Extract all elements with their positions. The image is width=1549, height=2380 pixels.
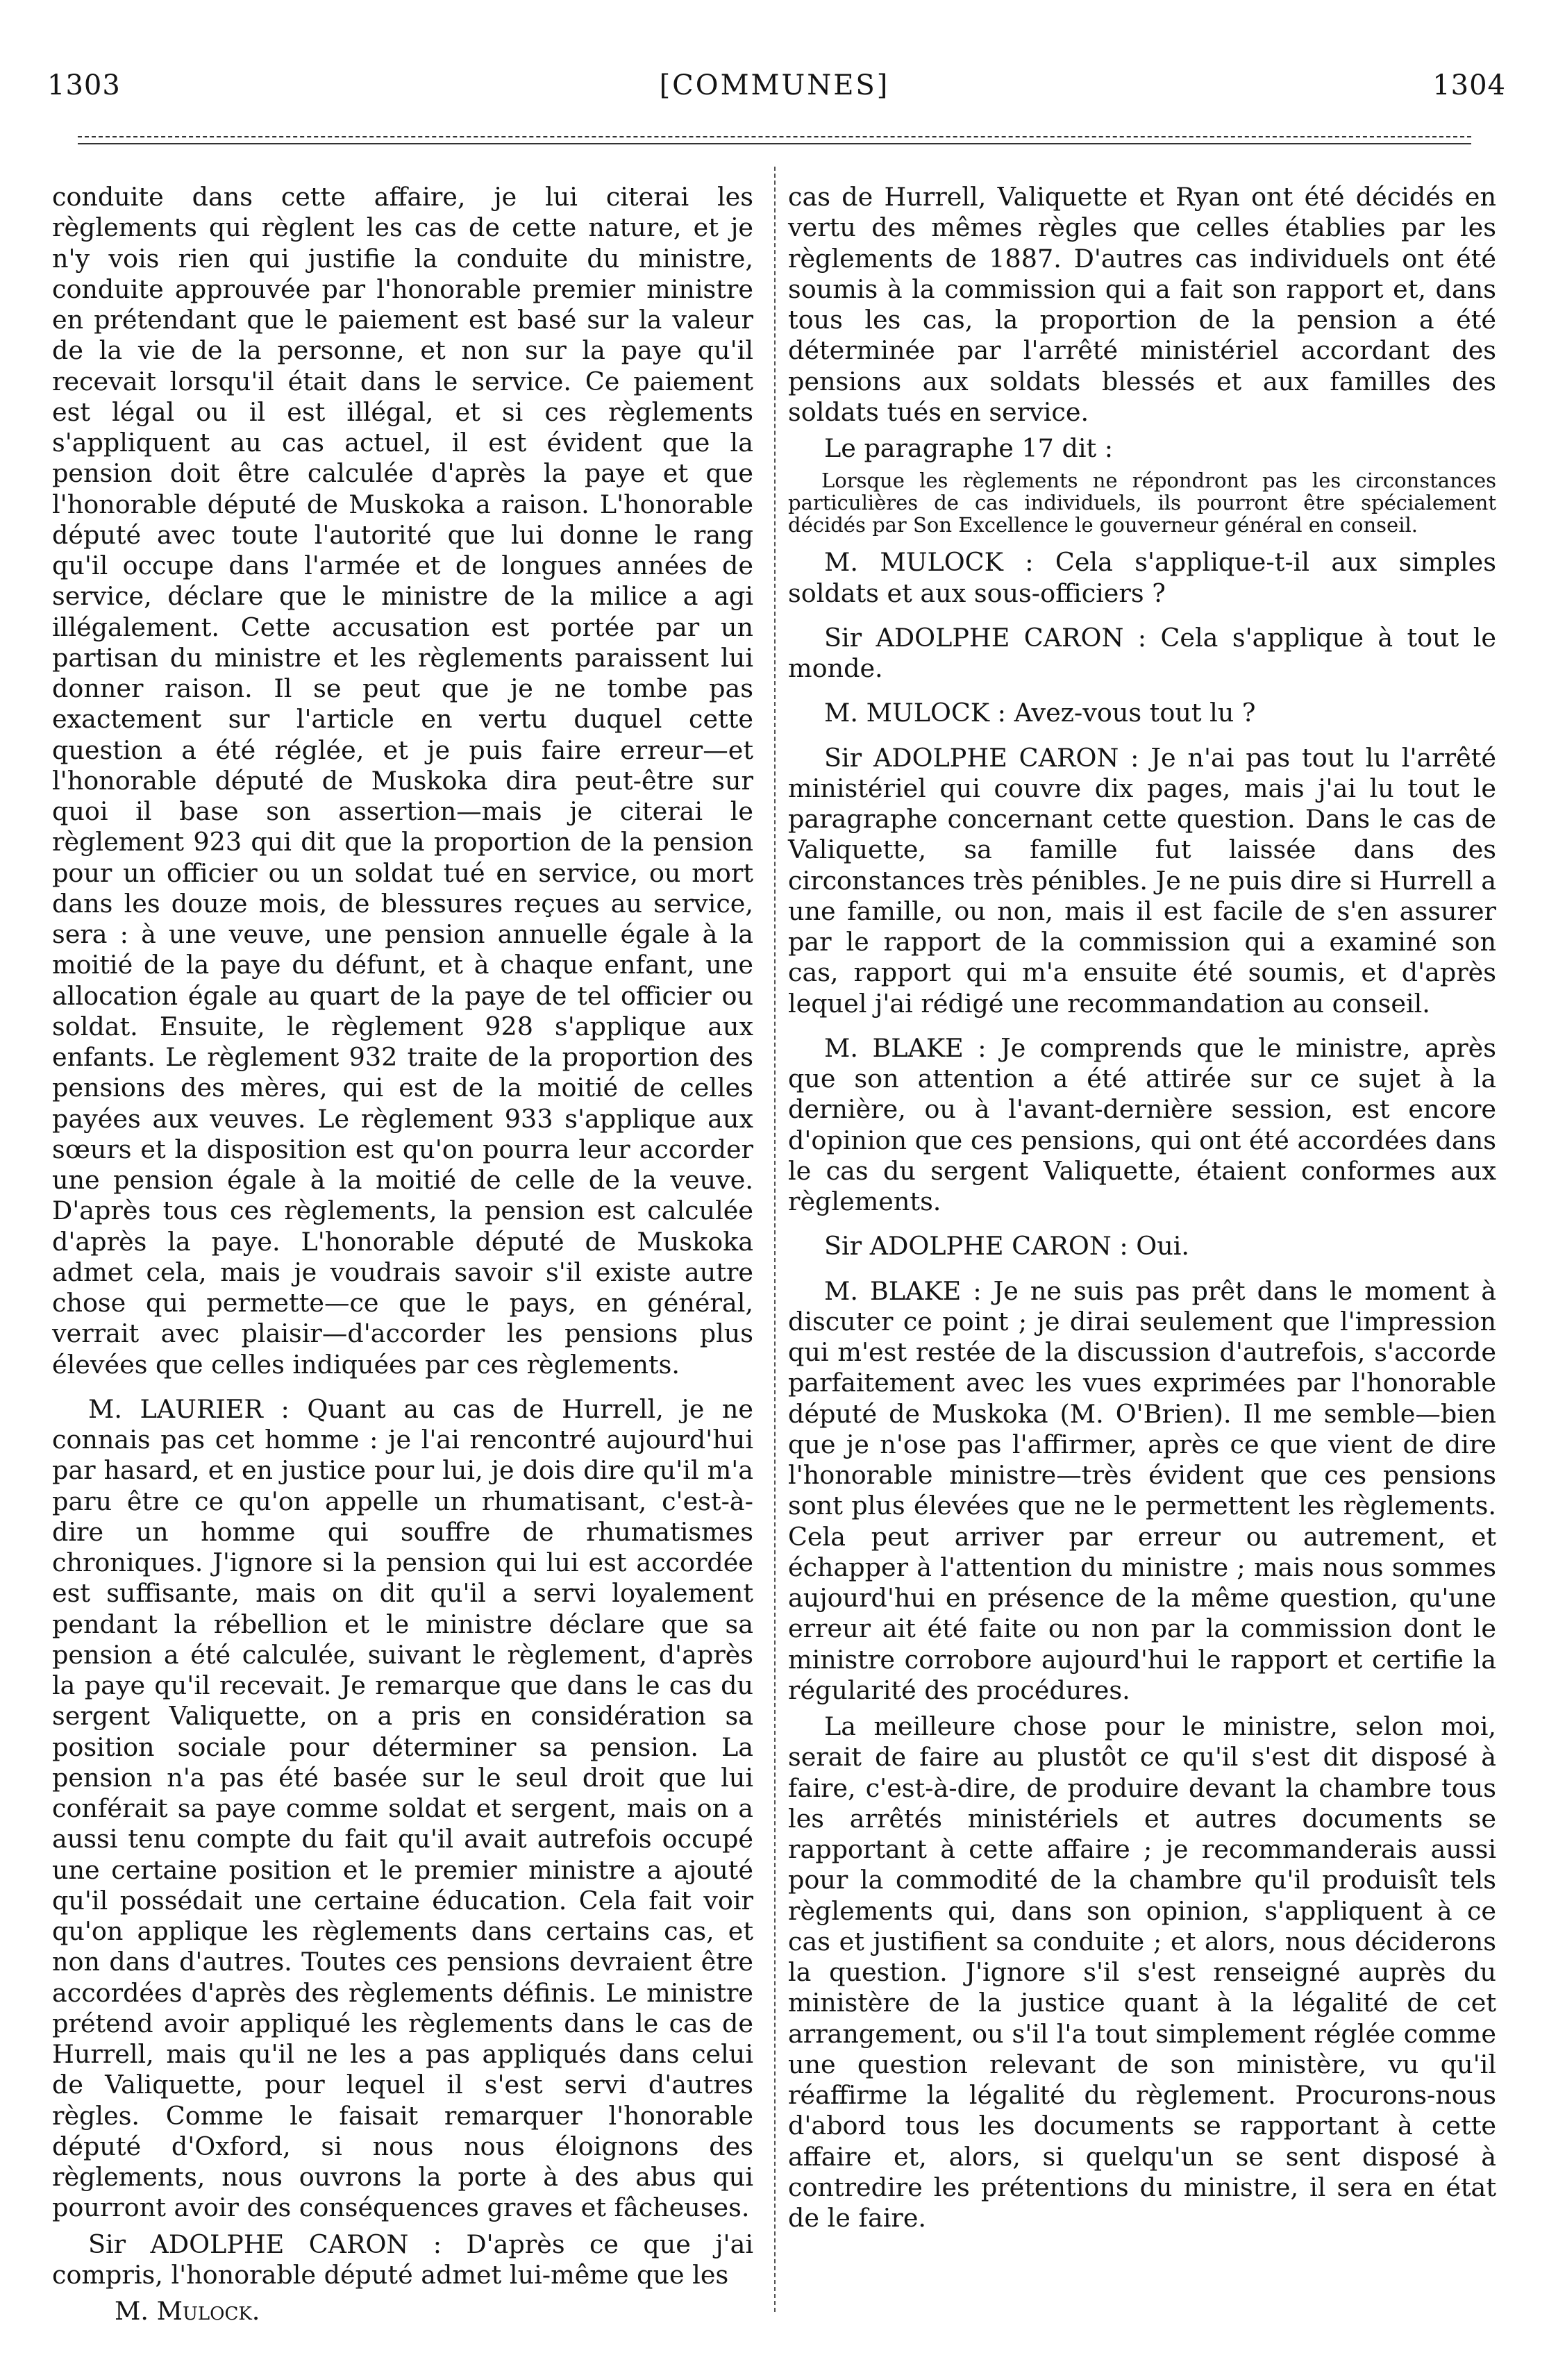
speech-mulock: M. MULOCK : Avez-vous tout lu ? (824, 698, 1256, 728)
quoted-regulation: Lorsque les règlements ne répondront pas les circonstances particulières de cas individuels, ils pourront être spécialement décidés par Son Excellence le gouverneur général en conseil. (788, 469, 1496, 537)
speech-blake: M. BLAKE : Je comprends que le ministre, après que son attention a été attirée sur ce sujet à la dernière, ou à l'avant-dernière session, est encore d'opinion que ces pensions, qui ont été accordées dans le cas du sergent Valiquette, étaient conformes aux règlements. (788, 1032, 1496, 1216)
speech-caron: Sir ADOLPHE CARON : Oui. (824, 1231, 1189, 1262)
right-column (788, 182, 1496, 2239)
paragraph: conduite dans cette affaire, je lui citerai les règlements qui règlent les cas de cette nature, et je n'y vois rien qui justifie la conduite du ministre, conduite approuvée par l'honorable premier ministre en prétendant que le paiement est basé sur la valeur de la vie de la personne, et non sur la paye qu'il recevait lorsqu'il était dans le service. Ce paiement est légal ou il est illégal, et si ces règlements s'appliquent au cas actuel, il est évident que la pension doit être calculée d'après la paye et que l'honorable député de Muskoka a raison. L'honorable député avec toute l'autorité que lui donne le rang qu'il occupe dans l'armée et de longues années de service, déclare que le ministre de la milice a agi illégalement. Cette accusation est portée par un partisan du ministre et les règlements paraissent lui donner raison. Il se peut que je ne tombe pas exactement sur l'article en vertu duquel cette question a été réglée, et je puis faire erreur—et l'honorable député de Muskoka dira peut-être sur quoi il base son assertion—mais je citerai le règlement 923 qui dit que la proportion de la pension pour un officier ou un soldat tué en service, ou mort dans les douze mois, de blessures reçues au service, sera : à une veuve, une pension annuelle égale à la moitié de la paye du défunt, et à chaque enfant, une allocation égale au quart de la paye de tel officier ou soldat. Ensuite, le règlement 928 s'applique aux enfants. Le règlement 932 traite de la proportion des pensions des mères, qui est de la moitié de celles payées aux veuves. Le règlement 933 s'applique aux sœurs et la disposition est qu'on pourra leur accorder une pension égale à la moitié de celle de la veuve. D'après tous ces règlements, la pension est calculée d'après la paye. L'honorable député de Muskoka admet cela, mais je voudrais savoir s'il existe autre chose qui permette—ce que le pays, en général, verrait avec plaisir—d'accorder les pensions plus élevées que celles indiquées par ces règlements. (52, 182, 753, 1380)
page-number-left: 1303 (47, 69, 121, 101)
speech-laurier: M. LAURIER : Quant au cas de Hurrell, je ne connais pas cet homme : je l'ai rencontré aujourd'hui par hasard, et en justice pour lui, je dois dire qu'il m'a paru être ce qu'on appelle un rhumatisant, c'est-à-dire un homme qui souffre de rhumatismes chroniques. J'ignore si la pension qui lui est accordée est suffisante, mais on dit qu'il a servi loyalement pendant la rébellion et le ministre déclare que sa pension a été calculée, suivant le règlement, d'après la paye qu'il recevait. Je remarque que dans le cas du sergent Valiquette, on a pris en considération sa position sociale pour déterminer sa pension. La pension n'a pas été basée sur le seul droit que lui conférait sa paye comme soldat et sergent, mais on a aussi tenu compte du fait qu'il avait autrefois occupé une certaine position et le premier ministre a ajouté qu'il possédait une certaine éducation. Cela fait voir qu'on applique les règlements dans certains cas, et non dans d'autres. Toutes ces pensions devraient être accordées d'après des règlements définis. Le ministre prétend avoir appliqué les règlements dans le cas de Hurrell, mais qu'il ne les a pas appliqués dans celui de Valiquette, pour lequel il s'est servi d'autres règles. Comme le faisait remarquer l'honorable député d'Oxford, si nous nous éloignons des règlements, nous ouvrons la porte à des abus qui pourront avoir des conséquences graves et fâcheuses. (52, 1393, 753, 2223)
speech-blake: M. BLAKE : Je ne suis pas prêt dans le moment à discuter ce point ; je dirai seulement que l'impression qui m'est restée de la discussion d'autrefois, s'accorde parfaitement avec les vues exprimées par l'honorable député de Muskoka (M. O'Brien). Il me semble—bien que je n'ose pas l'affirmer, après ce que vient de dire l'honorable ministre—très évident que ces pensions sont plus élevées que ne le permettent les règlements. Cela peut arriver par erreur ou autrement, et échapper à l'attention du ministre ; mais nous sommes aujourd'hui en présence de la même question, qu'une erreur ait été faite ou non par la commission dont le ministre corrobore aujourd'hui le rapport et certifie la régularité des procédures. (788, 1275, 1496, 1705)
page-number-right: 1304 (1432, 69, 1506, 101)
speech-caron: Sir ADOLPHE CARON : Je n'ai pas tout lu l'arrêté ministériel qui couvre dix pages, mais j'ai lu tout le paragraphe concernant cette question. Dans le cas de Valiquette, sa famille fut laissée dans des circonstances très pénibles. Je ne puis dire si Hurrell a une famille, ou non, mais il est facile de s'en assurer par le rapport de la commission qui a examiné son cas, rapport qui m'a ensuite été soumis, et d'après lequel j'ai rédigé une recommandation au conseil. (788, 742, 1496, 1019)
header-rule-dashed (78, 136, 1471, 137)
left-column (52, 182, 753, 2332)
speech-caron: Sir ADOLPHE CARON : Cela s'applique à tout le monde. (788, 622, 1496, 683)
column-divider (774, 167, 776, 2312)
speech-caron: Sir ADOLPHE CARON : D'après ce que j'ai compris, l'honorable député admet lui-même que les (52, 2229, 753, 2290)
paragraph: Le paragraphe 17 dit : (824, 433, 1114, 463)
header-rule (78, 143, 1471, 144)
marginal-speaker-note: M. Mulock. (115, 2296, 260, 2326)
paragraph: cas de Hurrell, Valiquette et Ryan ont été décidés en vertu des mêmes règles que celles établies par les règlements de 1887. D'autres cas individuels ont été soumis à la commission qui a fait son rapport et, dans tous les cas, la proportion de la pension a été déterminée par l'arrêté ministériel accordant des pensions aux soldats blessés et aux familles des soldats tués en service. (788, 182, 1496, 427)
running-title: [COMMUNES] (659, 69, 890, 101)
paragraph: La meilleure chose pour le ministre, selon moi, serait de faire au plustôt ce qu'il s'est dit disposé à faire, c'est-à-dire, de produire devant la chambre tous les arrêtés ministériels et autres documents se rapportant à cette affaire ; je recommanderais aussi pour la commodité de la chambre qu'il produisît tels règlements qui, dans son opinion, s'appliquent à ce cas et justifient sa conduite ; et alors, nous déciderons la question. J'ignore s'il s'est renseigné auprès du ministère de la justice quant à la légalité de cet arrangement, ou s'il l'a tout simplement réglée comme une question relevant de son ministère, vu qu'il réaffirme la légalité du règlement. Procurons-nous d'abord tous les documents se rapportant à cette affaire et, alors, si quelqu'un se sent disposé à contredire les prétentions du ministre, il sera en état de le faire. (788, 1711, 1496, 2233)
speech-mulock: M. MULOCK : Cela s'applique-t-il aux simples soldats et aux sous-officiers ? (788, 547, 1496, 608)
